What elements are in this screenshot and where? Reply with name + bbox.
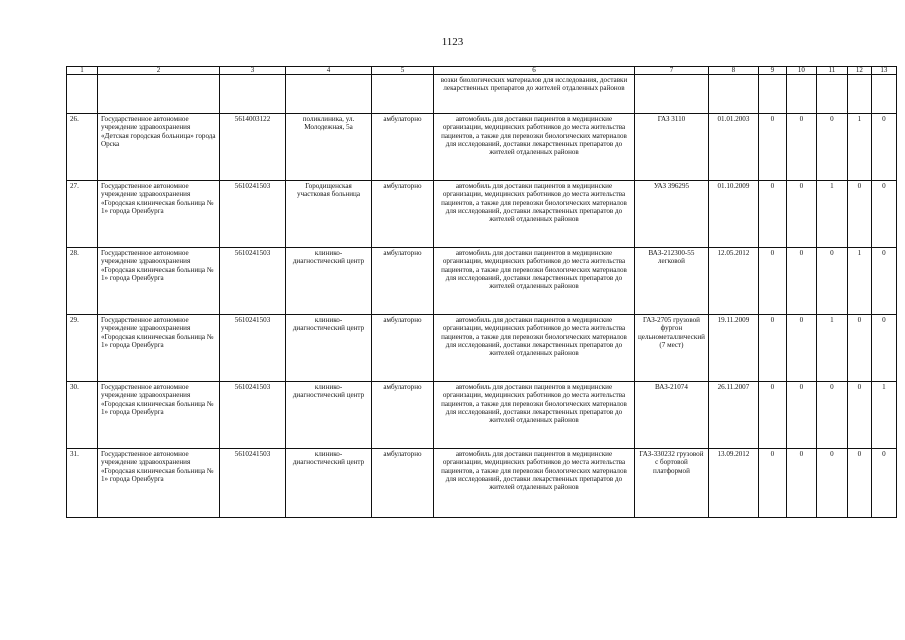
count-cell: 0 — [847, 382, 871, 449]
unit-cell: Городищенская участковая больница — [286, 181, 372, 248]
mode-cell: амбулаторно — [372, 449, 434, 518]
count-cell: 0 — [816, 449, 847, 518]
column-number-header-row — [67, 67, 897, 75]
column-header: 1 — [67, 67, 98, 75]
count-cell: 1 — [847, 248, 871, 315]
mode-cell: амбулаторно — [372, 181, 434, 248]
inn-cell: 5610241503 — [220, 449, 286, 518]
inn-cell: 5610241503 — [220, 248, 286, 315]
count-cell: 0 — [847, 449, 871, 518]
inn-cell: 5610241503 — [220, 382, 286, 449]
count-cell: 0 — [816, 114, 847, 181]
table-row — [67, 382, 897, 449]
count-cell: 0 — [847, 181, 871, 248]
organization-cell: Государственное автономное учреждение здравоохранения «Городская клиническая больница № 1» города Оренбурга — [98, 382, 220, 449]
table-row — [67, 181, 897, 248]
date-cell: 12.05.2012 — [708, 248, 758, 315]
organization-cell: Государственное автономное учреждение здравоохранения «Городская клиническая больница № 1» города Оренбурга — [98, 248, 220, 315]
count-cell: 0 — [871, 114, 896, 181]
count-cell: 0 — [871, 449, 896, 518]
inn-cell: 5610241503 — [220, 315, 286, 382]
count-cell: 0 — [871, 248, 896, 315]
count-cell: 1 — [816, 181, 847, 248]
vehicle-cell: ВАЗ-21074 — [635, 382, 709, 449]
date-cell: 19.11.2009 — [708, 315, 758, 382]
column-header: 7 — [635, 67, 709, 75]
vehicle-cell: ГАЗ 3110 — [635, 114, 709, 181]
column-header: 3 — [220, 67, 286, 75]
date-cell: 13.09.2012 — [708, 449, 758, 518]
inn-cell: 5610241503 — [220, 181, 286, 248]
count-cell: 0 — [758, 382, 786, 449]
column-header: 8 — [708, 67, 758, 75]
column-header: 9 — [758, 67, 786, 75]
count-cell: 0 — [786, 181, 816, 248]
table-row — [67, 449, 897, 518]
mode-cell: амбулаторно — [372, 114, 434, 181]
column-header: 13 — [871, 67, 896, 75]
purpose-cell: автомобиль для доставки пациентов в медицинские организации, медицинских работников до места жительства пациентов, а также для перевозки биологических материалов для исследований, доставки лекарственных препаратов до жителей отдаленных районов — [434, 382, 635, 449]
purpose-cell: автомобиль для доставки пациентов в медицинские организации, медицинских работников до места жительства пациентов, а также для перевозки биологических материалов для исследований, доставки лекарственных препаратов до жителей отдаленных районов — [434, 181, 635, 248]
vehicle-cell: ГАЗ-330232 грузовой с бортовой платформой — [635, 449, 709, 518]
vehicle-cell: ГАЗ-2705 грузовой фургон цельнометаллический (7 мест) — [635, 315, 709, 382]
purpose-cell: автомобиль для доставки пациентов в медицинские организации, медицинских работников до места жительства пациентов, а также для перевозки биологических материалов для исследований, доставки лекарственных препаратов до жителей отдаленных районов — [434, 248, 635, 315]
count-cell: 0 — [786, 114, 816, 181]
table-row — [67, 315, 897, 382]
column-header: 6 — [434, 67, 635, 75]
purpose-cell: автомобиль для доставки пациентов в медицинские организации, медицинских работников до места жительства пациентов, а также для перевозки биологических материалов для исследований, доставки лекарственных препаратов до жителей отдаленных районов — [434, 114, 635, 181]
page-number: 1123 — [441, 36, 464, 48]
count-cell: 0 — [758, 114, 786, 181]
count-cell: 0 — [816, 382, 847, 449]
organization-cell: Государственное автономное учреждение здравоохранения «Детская городская больница» города Орска — [98, 114, 220, 181]
count-cell: 1 — [871, 382, 896, 449]
unit-cell: клинико-диагностический центр — [286, 449, 372, 518]
unit-cell: клинико-диагностический центр — [286, 382, 372, 449]
count-cell: 0 — [847, 315, 871, 382]
count-cell: 0 — [816, 248, 847, 315]
table-row — [67, 248, 897, 315]
column-header: 2 — [98, 67, 220, 75]
count-cell: 0 — [758, 248, 786, 315]
unit-cell: клинико-диагностический центр — [286, 248, 372, 315]
row-number: 31. — [67, 449, 98, 518]
mode-cell: амбулаторно — [372, 382, 434, 449]
row-number: 27. — [67, 181, 98, 248]
count-cell: 0 — [871, 181, 896, 248]
vehicle-cell: ВАЗ-212300-55 легковой — [635, 248, 709, 315]
inn-cell: 5614003122 — [220, 114, 286, 181]
row-number: 30. — [67, 382, 98, 449]
count-cell: 0 — [786, 449, 816, 518]
count-cell: 0 — [786, 248, 816, 315]
count-cell: 0 — [786, 382, 816, 449]
date-cell: 26.11.2007 — [708, 382, 758, 449]
purpose-cell: автомобиль для доставки пациентов в медицинские организации, медицинских работников до места жительства пациентов, а также для перевозки биологических материалов для исследований, доставки лекарственных препаратов до жителей отдаленных районов — [434, 449, 635, 518]
purpose-cell: возки биологических материалов для исследования, доставки лекарственных препаратов до жителей отдаленных районов — [434, 75, 635, 114]
count-cell: 0 — [786, 315, 816, 382]
column-header: 10 — [786, 67, 816, 75]
organization-cell: Государственное автономное учреждение здравоохранения «Городская клиническая больница № 1» города Оренбурга — [98, 315, 220, 382]
column-header: 12 — [847, 67, 871, 75]
table-row — [67, 114, 897, 181]
row-number: 29. — [67, 315, 98, 382]
mode-cell: амбулаторно — [372, 315, 434, 382]
unit-cell: поликлиника, ул. Молодежная, 5а — [286, 114, 372, 181]
column-header: 4 — [286, 67, 372, 75]
organization-cell: Государственное автономное учреждение здравоохранения «Городская клиническая больница № 1» города Оренбурга — [98, 449, 220, 518]
mode-cell: амбулаторно — [372, 248, 434, 315]
continuation-row — [67, 75, 897, 114]
count-cell: 1 — [816, 315, 847, 382]
count-cell: 0 — [758, 449, 786, 518]
count-cell: 1 — [847, 114, 871, 181]
column-header: 5 — [372, 67, 434, 75]
organization-cell: Государственное автономное учреждение здравоохранения «Городская клиническая больница № 1» города Оренбурга — [98, 181, 220, 248]
count-cell: 0 — [758, 181, 786, 248]
unit-cell: клинико-диагностический центр — [286, 315, 372, 382]
purpose-cell: автомобиль для доставки пациентов в медицинские организации, медицинских работников до места жительства пациентов, а также для перевозки биологических материалов для исследований, доставки лекарственных препаратов до жителей отдаленных районов — [434, 315, 635, 382]
row-number: 28. — [67, 248, 98, 315]
vehicle-cell: УАЗ 396295 — [635, 181, 709, 248]
vehicle-registry-table — [66, 66, 897, 518]
column-header: 11 — [816, 67, 847, 75]
date-cell: 01.01.2003 — [708, 114, 758, 181]
count-cell: 0 — [758, 315, 786, 382]
date-cell: 01.10.2009 — [708, 181, 758, 248]
row-number: 26. — [67, 114, 98, 181]
count-cell: 0 — [871, 315, 896, 382]
